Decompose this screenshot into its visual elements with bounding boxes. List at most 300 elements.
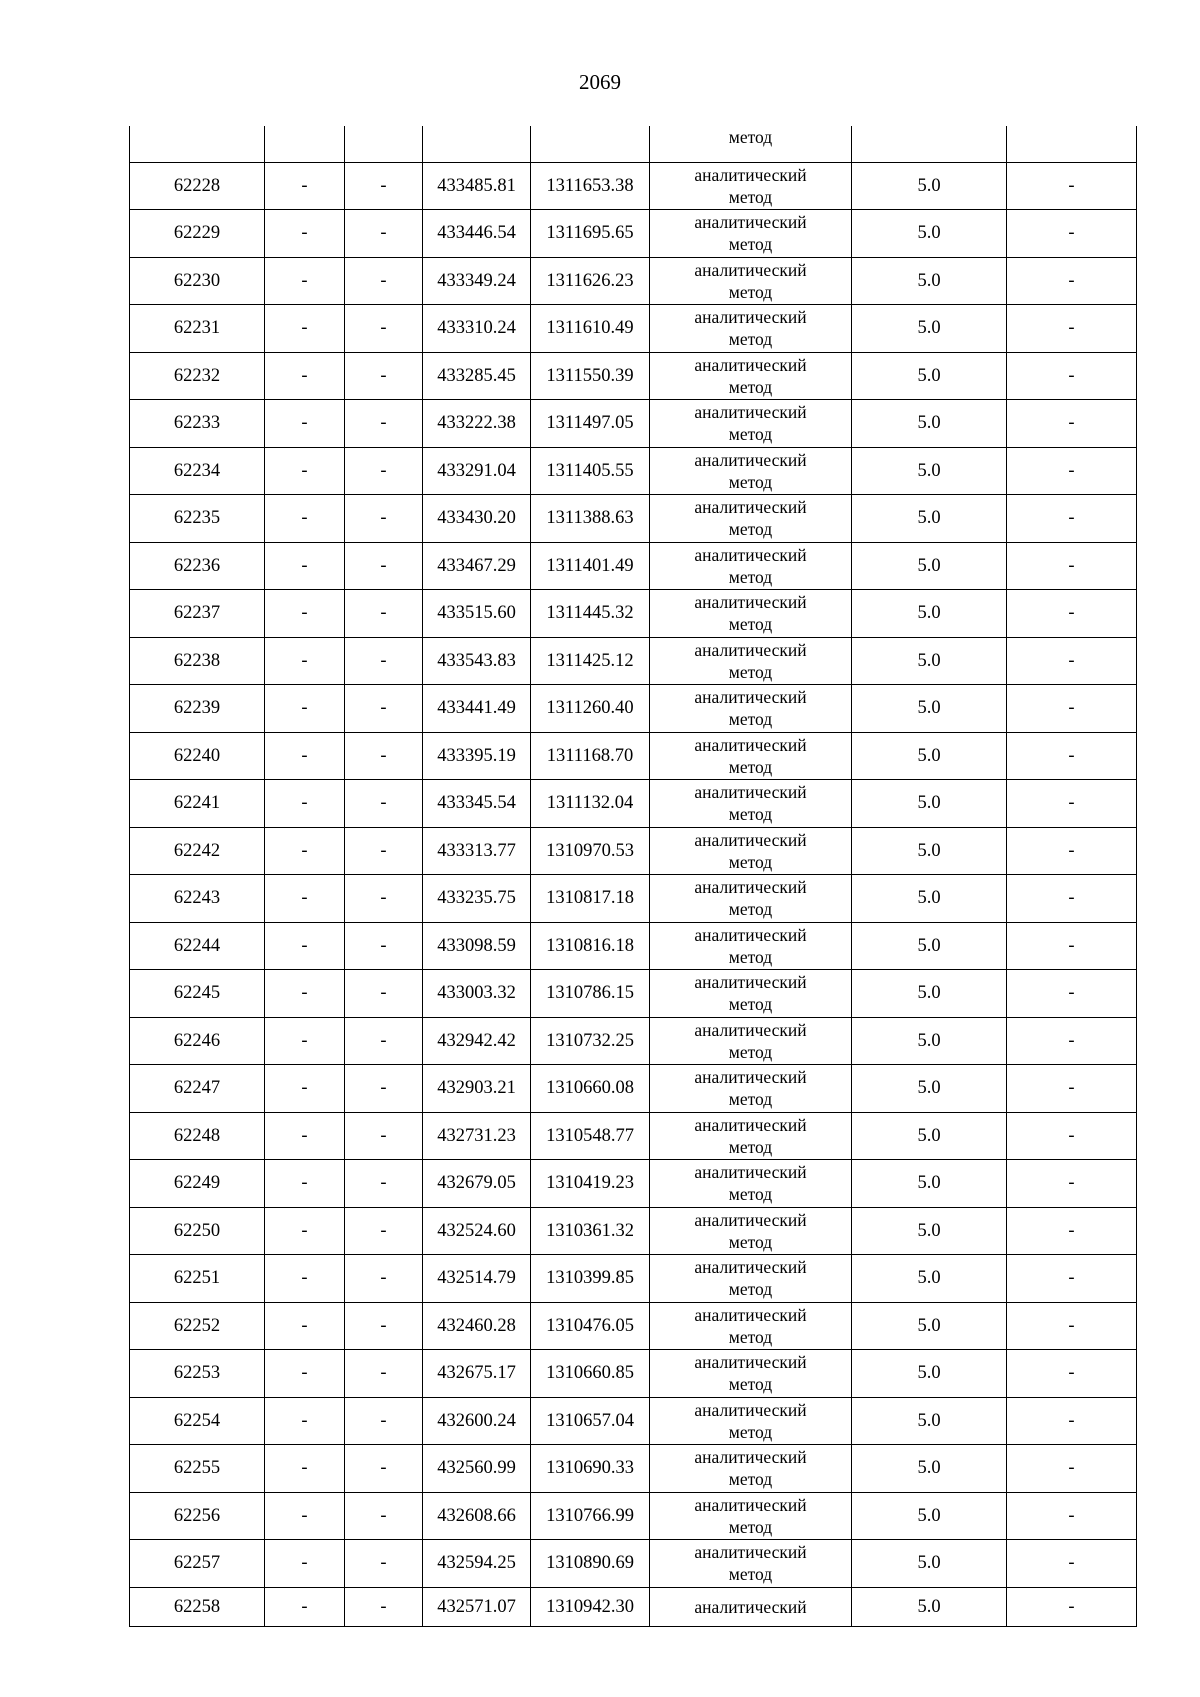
y-cell: 1311445.32: [531, 590, 650, 638]
x-cell: 432679.05: [423, 1160, 531, 1208]
y-cell: 1310942.30: [531, 1587, 650, 1626]
table-row: [130, 590, 1137, 638]
col3-cell: -: [345, 1017, 423, 1065]
note-cell: -: [1007, 780, 1137, 828]
note-cell: -: [1007, 922, 1137, 970]
col2-cell: -: [265, 1112, 345, 1160]
method-line: метод: [728, 1231, 773, 1252]
table-row: [130, 875, 1137, 923]
y-cell: 1310660.85: [531, 1350, 650, 1398]
col3-cell: -: [345, 827, 423, 875]
note-cell: -: [1007, 447, 1137, 495]
method-cell: [650, 352, 852, 400]
x-cell: 432600.24: [423, 1397, 531, 1445]
note-cell: -: [1007, 970, 1137, 1018]
table-row: [130, 1302, 1137, 1350]
method-line: аналитический: [694, 449, 807, 470]
note-cell: -: [1007, 495, 1137, 543]
x-cell: 432903.21: [423, 1065, 531, 1113]
method-cell: [650, 126, 852, 162]
col2-cell: -: [265, 1065, 345, 1113]
accuracy-cell: 5.0: [852, 1540, 1007, 1588]
col2-cell: -: [265, 1207, 345, 1255]
id-cell: 62240: [130, 732, 265, 780]
y-cell: 1311497.05: [531, 400, 650, 448]
method-line: аналитический: [694, 259, 807, 280]
accuracy-cell: 5.0: [852, 1445, 1007, 1493]
id-cell: 62258: [130, 1587, 265, 1626]
method-line: аналитический: [694, 592, 807, 613]
note-cell: -: [1007, 637, 1137, 685]
table-row: [130, 495, 1137, 543]
method-line: метод: [728, 519, 773, 540]
accuracy-cell: 5.0: [852, 922, 1007, 970]
y-cell: 1310690.33: [531, 1445, 650, 1493]
accuracy-cell: 5.0: [852, 400, 1007, 448]
col3-cell: -: [345, 257, 423, 305]
y-cell: 1311626.23: [531, 257, 650, 305]
table-row: [130, 162, 1137, 210]
accuracy-cell: 5.0: [852, 827, 1007, 875]
col2-cell: -: [265, 827, 345, 875]
id-cell: 62251: [130, 1255, 265, 1303]
note-cell: -: [1007, 590, 1137, 638]
table-row: [130, 827, 1137, 875]
table-row: [130, 352, 1137, 400]
y-cell: 1311388.63: [531, 495, 650, 543]
method-line: аналитический: [694, 1162, 807, 1183]
col3-cell: -: [345, 447, 423, 495]
y-cell: 1310548.77: [531, 1112, 650, 1160]
x-cell: [423, 126, 531, 162]
note-cell: -: [1007, 1065, 1137, 1113]
id-cell: 62257: [130, 1540, 265, 1588]
col2-cell: -: [265, 1445, 345, 1493]
x-cell: 433515.60: [423, 590, 531, 638]
col3-cell: -: [345, 875, 423, 923]
note-cell: -: [1007, 1207, 1137, 1255]
table-row: [130, 1397, 1137, 1445]
note-cell: -: [1007, 1492, 1137, 1540]
col2-cell: -: [265, 305, 345, 353]
x-cell: 433003.32: [423, 970, 531, 1018]
table-row: [130, 1112, 1137, 1160]
id-cell: 62234: [130, 447, 265, 495]
x-cell: 433446.54: [423, 210, 531, 258]
accuracy-cell: 5.0: [852, 685, 1007, 733]
note-cell: -: [1007, 1540, 1137, 1588]
col3-cell: -: [345, 1302, 423, 1350]
col2-cell: -: [265, 1350, 345, 1398]
x-cell: 433349.24: [423, 257, 531, 305]
x-cell: 433285.45: [423, 352, 531, 400]
method-line: аналитический: [694, 307, 807, 328]
method-line: аналитический: [694, 497, 807, 518]
col2-cell: -: [265, 400, 345, 448]
accuracy-cell: 5.0: [852, 542, 1007, 590]
id-cell: 62247: [130, 1065, 265, 1113]
col2-cell: -: [265, 352, 345, 400]
col3-cell: -: [345, 495, 423, 543]
x-cell: 433313.77: [423, 827, 531, 875]
col2-cell: -: [265, 1397, 345, 1445]
id-cell: 62246: [130, 1017, 265, 1065]
accuracy-cell: 5.0: [852, 1207, 1007, 1255]
method-line: аналитический: [694, 924, 807, 945]
method-line: метод: [728, 946, 773, 967]
accuracy-cell: 5.0: [852, 732, 1007, 780]
page-number: 2069: [579, 70, 621, 94]
col2-cell: -: [265, 970, 345, 1018]
method-line: метод: [728, 186, 773, 207]
col3-cell: -: [345, 1160, 423, 1208]
method-line: метод: [728, 1041, 773, 1062]
col2-cell: -: [265, 1492, 345, 1540]
method-line: аналитический: [694, 1494, 807, 1515]
x-cell: 433098.59: [423, 922, 531, 970]
col3-cell: -: [345, 1397, 423, 1445]
col2-cell: -: [265, 447, 345, 495]
x-cell: 433345.54: [423, 780, 531, 828]
accuracy-cell: 5.0: [852, 1397, 1007, 1445]
table-row: [130, 447, 1137, 495]
x-cell: 432942.42: [423, 1017, 531, 1065]
method-line: метод: [728, 329, 773, 350]
x-cell: 433310.24: [423, 305, 531, 353]
method-line: аналитический: [694, 544, 807, 565]
method-line: аналитический: [694, 1447, 807, 1468]
note-cell: [1007, 126, 1137, 162]
x-cell: 433485.81: [423, 162, 531, 210]
id-cell: 62256: [130, 1492, 265, 1540]
y-cell: 1310816.18: [531, 922, 650, 970]
table-row: [130, 1350, 1137, 1398]
col3-cell: -: [345, 637, 423, 685]
id-cell: 62239: [130, 685, 265, 733]
method-line: аналитический: [694, 734, 807, 755]
col2-cell: -: [265, 257, 345, 305]
y-cell: 1311168.70: [531, 732, 650, 780]
method-line: метод: [728, 127, 773, 147]
col2-cell: -: [265, 162, 345, 210]
accuracy-cell: 5.0: [852, 1587, 1007, 1626]
x-cell: 432560.99: [423, 1445, 531, 1493]
method-line: аналитический: [694, 1542, 807, 1563]
table-row: [130, 1207, 1137, 1255]
method-line: метод: [728, 709, 773, 730]
method-line: метод: [728, 851, 773, 872]
col2-cell: -: [265, 637, 345, 685]
table-row: [130, 732, 1137, 780]
method-cell: [650, 1445, 852, 1493]
method-cell: [650, 1255, 852, 1303]
y-cell: 1310361.32: [531, 1207, 650, 1255]
x-cell: 433222.38: [423, 400, 531, 448]
id-cell: 62237: [130, 590, 265, 638]
table-body: [130, 126, 1137, 1626]
y-cell: [531, 126, 650, 162]
method-line: аналитический: [694, 1399, 807, 1420]
method-cell: [650, 1397, 852, 1445]
method-line: метод: [728, 1279, 773, 1300]
method-cell: [650, 257, 852, 305]
x-cell: 433235.75: [423, 875, 531, 923]
note-cell: -: [1007, 257, 1137, 305]
method-cell: [650, 1350, 852, 1398]
accuracy-cell: 5.0: [852, 305, 1007, 353]
note-cell: -: [1007, 352, 1137, 400]
y-cell: 1310419.23: [531, 1160, 650, 1208]
method-cell: [650, 447, 852, 495]
col2-cell: -: [265, 542, 345, 590]
y-cell: 1311405.55: [531, 447, 650, 495]
method-line: аналитический: [694, 1352, 807, 1373]
method-cell: [650, 637, 852, 685]
id-cell: 62245: [130, 970, 265, 1018]
col3-cell: -: [345, 1255, 423, 1303]
y-cell: 1310657.04: [531, 1397, 650, 1445]
note-cell: -: [1007, 1255, 1137, 1303]
method-line: аналитический: [694, 972, 807, 993]
method-cell: [650, 1540, 852, 1588]
id-cell: 62232: [130, 352, 265, 400]
note-cell: -: [1007, 1017, 1137, 1065]
accuracy-cell: 5.0: [852, 447, 1007, 495]
method-line: метод: [728, 281, 773, 302]
method-line: метод: [728, 1516, 773, 1537]
col2-cell: -: [265, 1302, 345, 1350]
col2-cell: -: [265, 685, 345, 733]
method-line: метод: [728, 376, 773, 397]
accuracy-cell: 5.0: [852, 495, 1007, 543]
id-cell: 62254: [130, 1397, 265, 1445]
y-cell: 1310476.05: [531, 1302, 650, 1350]
col2-cell: -: [265, 1587, 345, 1626]
table-row: [130, 305, 1137, 353]
table-row: [130, 1492, 1137, 1540]
col3-cell: -: [345, 352, 423, 400]
method-line: метод: [728, 994, 773, 1015]
note-cell: -: [1007, 305, 1137, 353]
y-cell: 1311401.49: [531, 542, 650, 590]
accuracy-cell: 5.0: [852, 1160, 1007, 1208]
accuracy-cell: 5.0: [852, 970, 1007, 1018]
accuracy-cell: 5.0: [852, 1112, 1007, 1160]
col3-cell: -: [345, 305, 423, 353]
method-line: метод: [728, 1136, 773, 1157]
accuracy-cell: 5.0: [852, 162, 1007, 210]
id-cell: 62233: [130, 400, 265, 448]
method-cell: [650, 305, 852, 353]
y-cell: 1310817.18: [531, 875, 650, 923]
accuracy-cell: 5.0: [852, 875, 1007, 923]
table-row: [130, 210, 1137, 258]
id-cell: 62255: [130, 1445, 265, 1493]
id-cell: 62229: [130, 210, 265, 258]
col3-cell: -: [345, 1492, 423, 1540]
y-cell: 1310732.25: [531, 1017, 650, 1065]
col2-cell: -: [265, 732, 345, 780]
method-line: метод: [728, 804, 773, 825]
method-line: метод: [728, 234, 773, 255]
method-cell: [650, 400, 852, 448]
x-cell: 433467.29: [423, 542, 531, 590]
method-line: аналитический: [694, 354, 807, 375]
accuracy-cell: 5.0: [852, 637, 1007, 685]
id-cell: 62253: [130, 1350, 265, 1398]
method-cell: [650, 732, 852, 780]
method-cell: [650, 827, 852, 875]
note-cell: -: [1007, 732, 1137, 780]
col3-cell: -: [345, 210, 423, 258]
accuracy-cell: 5.0: [852, 1302, 1007, 1350]
method-cell: [650, 875, 852, 923]
col3-cell: -: [345, 1540, 423, 1588]
method-line: аналитический: [694, 402, 807, 423]
y-cell: 1311695.65: [531, 210, 650, 258]
method-cell: [650, 970, 852, 1018]
col2-cell: [265, 126, 345, 162]
method-line: метод: [728, 1374, 773, 1395]
method-cell: [650, 1017, 852, 1065]
method-line: аналитический: [694, 639, 807, 660]
table-row: [130, 685, 1137, 733]
method-line: метод: [728, 471, 773, 492]
method-line: аналитический: [694, 164, 807, 185]
method-line: аналитический: [694, 212, 807, 233]
id-cell: 62242: [130, 827, 265, 875]
col2-cell: -: [265, 1017, 345, 1065]
method-line: метод: [728, 1469, 773, 1490]
col3-cell: -: [345, 732, 423, 780]
method-line: метод: [728, 661, 773, 682]
note-cell: -: [1007, 875, 1137, 923]
accuracy-cell: [852, 126, 1007, 162]
accuracy-cell: 5.0: [852, 1350, 1007, 1398]
table-row: [130, 780, 1137, 828]
note-cell: -: [1007, 685, 1137, 733]
id-cell: 62230: [130, 257, 265, 305]
id-cell: 62236: [130, 542, 265, 590]
col3-cell: -: [345, 162, 423, 210]
x-cell: 432460.28: [423, 1302, 531, 1350]
id-cell: 62238: [130, 637, 265, 685]
table-row: [130, 1065, 1137, 1113]
x-cell: 432731.23: [423, 1112, 531, 1160]
x-cell: 433291.04: [423, 447, 531, 495]
method-cell: [650, 922, 852, 970]
id-cell: 62249: [130, 1160, 265, 1208]
method-cell: [650, 685, 852, 733]
col3-cell: -: [345, 542, 423, 590]
method-cell: [650, 590, 852, 638]
method-cell: [650, 542, 852, 590]
accuracy-cell: 5.0: [852, 780, 1007, 828]
method-line: аналитический: [694, 1114, 807, 1135]
method-line: аналитический: [694, 1596, 807, 1617]
id-cell: 62231: [130, 305, 265, 353]
note-cell: -: [1007, 827, 1137, 875]
col3-cell: -: [345, 1112, 423, 1160]
id-cell: 62228: [130, 162, 265, 210]
y-cell: 1310766.99: [531, 1492, 650, 1540]
col2-cell: -: [265, 1255, 345, 1303]
id-cell: 62248: [130, 1112, 265, 1160]
method-cell: [650, 210, 852, 258]
table-row: [130, 970, 1137, 1018]
accuracy-cell: 5.0: [852, 1492, 1007, 1540]
note-cell: -: [1007, 1587, 1137, 1626]
method-line: метод: [728, 614, 773, 635]
col2-cell: -: [265, 1160, 345, 1208]
accuracy-cell: 5.0: [852, 1017, 1007, 1065]
method-cell: [650, 1302, 852, 1350]
method-line: метод: [728, 1089, 773, 1110]
note-cell: -: [1007, 1445, 1137, 1493]
col2-cell: -: [265, 922, 345, 970]
continuation-row: [130, 126, 1137, 162]
method-line: метод: [728, 1421, 773, 1442]
col3-cell: -: [345, 1350, 423, 1398]
method-line: аналитический: [694, 829, 807, 850]
coordinates-table: [129, 126, 1137, 1627]
method-cell: [650, 1492, 852, 1540]
col2-cell: -: [265, 1540, 345, 1588]
table-row: [130, 1017, 1137, 1065]
id-cell: 62252: [130, 1302, 265, 1350]
method-cell: [650, 495, 852, 543]
id-cell: 62244: [130, 922, 265, 970]
method-cell: [650, 1160, 852, 1208]
y-cell: 1310890.69: [531, 1540, 650, 1588]
col3-cell: -: [345, 1587, 423, 1626]
id-cell: 62241: [130, 780, 265, 828]
accuracy-cell: 5.0: [852, 590, 1007, 638]
table-row: [130, 1540, 1137, 1588]
x-cell: 433430.20: [423, 495, 531, 543]
table-row: [130, 1255, 1137, 1303]
accuracy-cell: 5.0: [852, 1065, 1007, 1113]
x-cell: 432594.25: [423, 1540, 531, 1588]
note-cell: -: [1007, 210, 1137, 258]
col2-cell: -: [265, 780, 345, 828]
method-line: метод: [728, 756, 773, 777]
y-cell: 1311550.39: [531, 352, 650, 400]
col3-cell: -: [345, 400, 423, 448]
note-cell: -: [1007, 162, 1137, 210]
id-cell: 62243: [130, 875, 265, 923]
method-line: метод: [728, 1184, 773, 1205]
table-row: [130, 922, 1137, 970]
x-cell: 432608.66: [423, 1492, 531, 1540]
col3-cell: -: [345, 1445, 423, 1493]
method-line: аналитический: [694, 687, 807, 708]
method-line: аналитический: [694, 1019, 807, 1040]
y-cell: 1311653.38: [531, 162, 650, 210]
col2-cell: -: [265, 590, 345, 638]
table-row: [130, 400, 1137, 448]
method-cell: [650, 1112, 852, 1160]
id-cell: [130, 126, 265, 162]
y-cell: 1310660.08: [531, 1065, 650, 1113]
y-cell: 1311260.40: [531, 685, 650, 733]
x-cell: 432524.60: [423, 1207, 531, 1255]
col2-cell: -: [265, 875, 345, 923]
method-cell: [650, 1065, 852, 1113]
note-cell: -: [1007, 1350, 1137, 1398]
y-cell: 1310970.53: [531, 827, 650, 875]
x-cell: 432675.17: [423, 1350, 531, 1398]
